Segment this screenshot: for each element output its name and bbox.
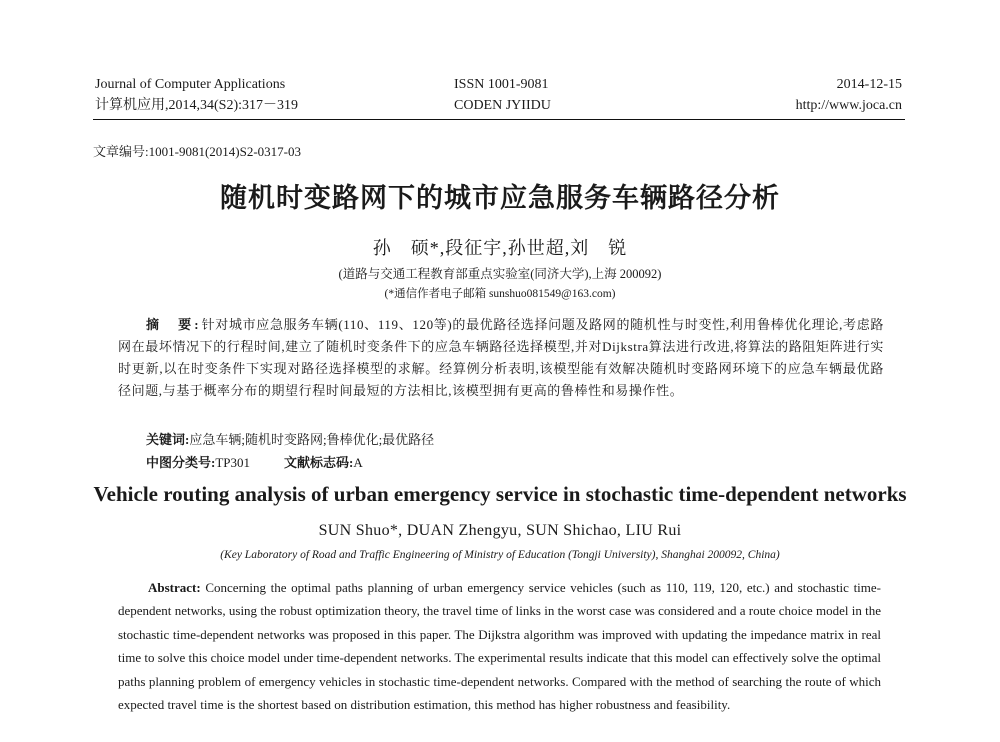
abstract-cn-text: 针对城市应急服务车辆(110、119、120等)的最优路径选择问题及路网的随机性与时变性,利用鲁棒优化理论,考虑路网在最坏情况下的行程时间,建立了随机时变条件下的应急车辆路径选择模型,并对Dijkstra算法进行改进,将算法的路阻矩阵进行实时更新,以在时变条件下实现对路径选择模型的求解。经算例分析表明,该模型能有效解决随机时变路网环境下的应急车辆最优路径问题,与基于概率分布的期望行程时间最短的方法相比,该模型拥有更高的鲁棒性和易操作性。	[118, 317, 884, 398]
title-cn: 随机时变路网下的城市应急服务车辆路径分析	[220, 183, 780, 214]
doc-code: A	[353, 455, 363, 470]
issn: ISSN 1001-9081	[454, 77, 549, 92]
article-number: 文章编号:1001-9081(2014)S2-0317-03	[93, 144, 301, 159]
header-journal	[95, 74, 298, 116]
clc-code: TP301	[215, 455, 251, 470]
header-date-url	[796, 74, 902, 116]
header-rule	[93, 119, 905, 120]
affiliation-en: (Key Laboratory of Road and Traffic Engineering of Ministry of Education (Tongji University), Shanghai 200092, China)	[220, 549, 780, 561]
contact-email-cn: (*通信作者电子邮箱 sunshuo081549@163.com)	[384, 288, 616, 300]
abstract-cn-label: 摘 要:	[146, 317, 202, 332]
title-en: Vehicle routing analysis of urban emergency service in stochastic time-dependent networks	[93, 482, 907, 506]
keywords-cn	[146, 429, 434, 448]
affiliation-cn: (道路与交通工程教育部重点实验室(同济大学),上海 200092)	[338, 267, 662, 281]
abstract-cn	[118, 314, 884, 402]
keywords-cn-text: 应急车辆;随机时变路网;鲁棒优化;最优路径	[189, 432, 435, 447]
header-identifiers	[454, 74, 551, 116]
journal-name-en: Journal of Computer Applications	[95, 77, 286, 92]
abstract-en-label: Abstract:	[148, 580, 201, 595]
authors-en: SUN Shuo*, DUAN Zhengyu, SUN Shichao, LIU Rui	[318, 522, 682, 539]
clc-label: 中图分类号:	[146, 455, 216, 470]
publish-date: 2014-12-15	[836, 77, 902, 92]
coden: CODEN JYIIDU	[454, 98, 551, 113]
doc-code-label: 文献标志码:	[284, 455, 354, 470]
authors-cn: 孙 硕*,段征宇,孙世超,刘 锐	[372, 238, 628, 258]
abstract-en-text: Concerning the optimal paths planning of urban emergency service vehicles (such as 110, 119, 120, etc.) and stochastic time-dependent networks, using the robust optimization theory, the travel time of links in the worst case was considered and a route choice model in the stochastic time-dependent networks was proposed in this paper. The Dijkstra algorithm was improved with updating the impedance matrix in real time to solve this choice model under time-dependent networks. The experimental results indicate that this model can effectively solve the optimal paths planning problem of emergency vehicles in stochastic time-dependent networks. Compared with the method of searching the route of which expected travel time is the shortest based on distribution estimation, this method has higher robustness and feasibility.	[118, 580, 882, 713]
classification-line	[146, 452, 363, 471]
abstract-en	[118, 576, 881, 716]
journal-url[interactable]: http://www.joca.cn	[795, 98, 902, 113]
journal-name-cn: 计算机应用,2014,34(S2):317－319	[95, 98, 298, 113]
keywords-cn-label: 关键词:	[146, 432, 190, 447]
